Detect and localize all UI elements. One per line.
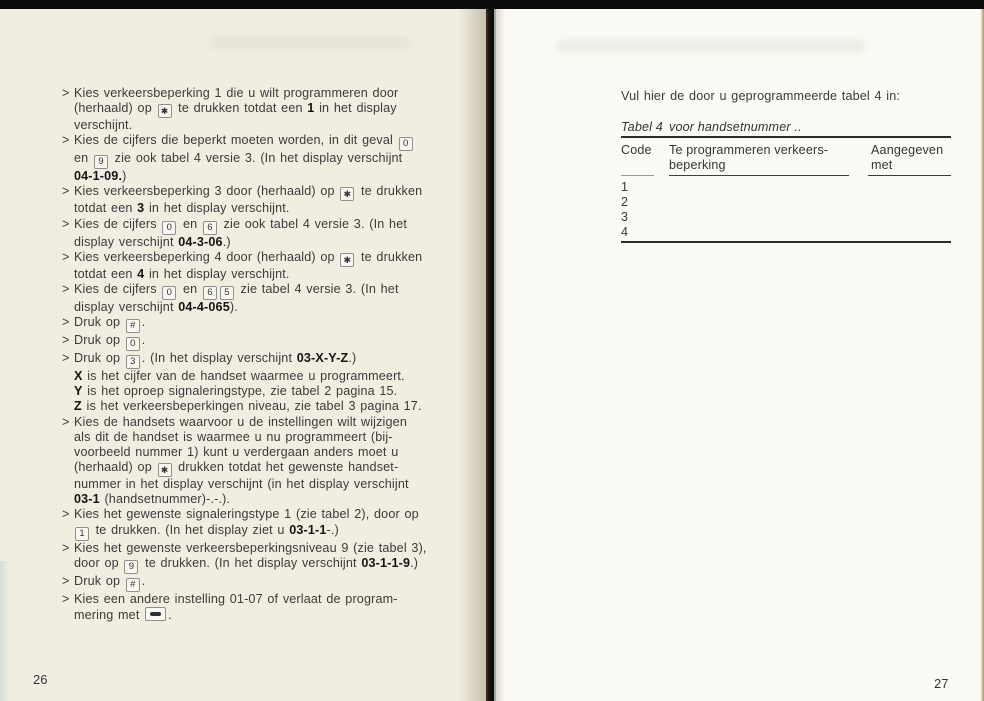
- instruction-line-continued: [62, 118, 427, 133]
- instruction-line: [62, 250, 427, 267]
- text-run: .: [168, 607, 172, 622]
- text-run: verschijnt.: [74, 118, 133, 133]
- page-left: [0, 9, 486, 701]
- bullet-marker: >: [62, 216, 70, 231]
- instruction-line-continued: [62, 399, 427, 414]
- book-gutter: [486, 0, 494, 701]
- text-run: Kies verkeersbeperking 3 door (herhaald) op: [74, 184, 340, 199]
- column-header-program-line1: Te programmeren verkeers-: [669, 143, 829, 157]
- key-star-icon: ✱: [158, 104, 172, 118]
- text-run: Kies het gewenste signaleringstype 1 (zie tabel 2), door op: [74, 507, 419, 522]
- scan-top-edge: [0, 0, 984, 9]
- text-run: display verschijnt: [74, 299, 179, 314]
- text-run: ).: [229, 299, 238, 314]
- bullet-marker: >: [62, 573, 70, 588]
- instruction-line-continued: [62, 169, 427, 184]
- header-underline-program: [669, 175, 849, 176]
- key-digit-3: 3: [126, 355, 140, 369]
- table-bottom-rule: [621, 241, 951, 243]
- column-header-code: Code: [621, 143, 652, 157]
- key-star-icon: ✱: [340, 253, 354, 267]
- table-top-rule: [621, 136, 951, 138]
- instruction-item: [62, 315, 427, 333]
- instruction-line: [62, 315, 427, 333]
- scan-ghosting: [210, 37, 410, 49]
- key-digit-9: 9: [124, 560, 138, 574]
- column-header-indicated-line1: Aangegeven: [871, 143, 944, 157]
- text-run: drukken totdat het gewenste handset-: [173, 460, 399, 475]
- text-run: totdat een: [74, 201, 138, 216]
- instruction-line-continued: [62, 556, 427, 574]
- text-run: Druk op: [74, 315, 125, 330]
- header-underline-code: [621, 175, 654, 176]
- instruction-line-continued: [62, 369, 427, 384]
- bullet-marker: >: [62, 333, 70, 348]
- text-run: Druk op: [74, 573, 125, 588]
- text-run: Kies een andere instelling 01-07 of verlaat de program-: [74, 591, 398, 606]
- text-run: te drukken totdat een: [173, 101, 308, 116]
- key-star-icon: ✱: [158, 463, 172, 477]
- text-run: zie tabel 4 versie 3. (In het: [235, 281, 399, 296]
- bold-display-code: 03-1-1: [289, 522, 327, 537]
- instruction-item: [62, 133, 427, 184]
- key-digit-0: 0: [162, 221, 176, 235]
- bullet-marker: >: [62, 540, 70, 555]
- instruction-line-continued: [62, 151, 427, 169]
- text-run: .): [222, 234, 231, 249]
- bold-display-code: 4: [137, 266, 145, 281]
- text-run: in het display verschijnt.: [144, 266, 290, 281]
- key-hash-icon: #: [126, 319, 140, 333]
- bullet-marker: >: [62, 249, 70, 264]
- instruction-item: [62, 351, 427, 414]
- text-run: en: [178, 281, 202, 296]
- bold-display-code: 03-1-1-9: [361, 555, 411, 570]
- text-run: .: [141, 333, 146, 348]
- key-phone-receiver-icon: [145, 607, 166, 621]
- key-digit-0: 0: [399, 137, 413, 151]
- bullet-marker: >: [62, 133, 70, 148]
- instruction-item: [62, 574, 427, 592]
- bold-display-code: 03-1: [74, 492, 100, 507]
- instruction-line: [62, 184, 427, 201]
- text-run: te drukken. (In het display ziet u: [91, 522, 290, 537]
- instruction-item: [62, 184, 427, 216]
- text-run: in het display verschijnt.: [144, 201, 290, 216]
- text-run: nummer in het display verschijnt (in het display verschijnt: [74, 477, 409, 492]
- bold-display-code: 03-X-Y-Z: [296, 351, 349, 366]
- instruction-line: [62, 217, 427, 235]
- column-header-indicated-line2: met: [871, 158, 893, 172]
- text-run: zie ook tabel 4 versie 3. (In het display verschijnt: [109, 151, 403, 166]
- bold-display-code: 04-3-06: [178, 234, 223, 249]
- bold-display-code: Z: [74, 399, 82, 414]
- table-caption-label: Tabel 4: [621, 120, 663, 134]
- text-run: Kies het gewenste verkeersbeperkingsniveau 9 (zie tabel 3),: [74, 540, 427, 555]
- text-run: totdat een: [74, 266, 138, 281]
- key-digit-9: 9: [94, 155, 108, 169]
- header-underline-indicated: [868, 175, 951, 176]
- key-digit-0: 0: [126, 337, 140, 351]
- instruction-item: [62, 592, 427, 623]
- text-run: zie ook tabel 4 versie 3. (In het: [218, 216, 408, 231]
- instruction-line-continued: [62, 607, 427, 623]
- bold-display-code: X: [74, 369, 83, 384]
- instruction-item: [62, 86, 427, 133]
- instruction-line: [62, 351, 427, 369]
- instruction-line-continued: [62, 523, 427, 541]
- text-run: is het cijfer van de handset waarmee u programmeert.: [82, 369, 405, 384]
- key-star-icon: ✱: [340, 187, 354, 201]
- scan-left-edge-tint: [0, 561, 9, 701]
- text-run: Kies verkeersbeperking 4 door (herhaald) op: [74, 249, 340, 264]
- text-run: . (In het display verschijnt: [141, 351, 297, 366]
- text-run: Kies de handsets waarvoor u de instellingen wilt wijzigen: [74, 414, 407, 429]
- text-run: en: [74, 151, 93, 166]
- table-caption-text: voor handsetnummer ..: [669, 120, 802, 134]
- instruction-line: [62, 507, 427, 522]
- instruction-line: [62, 333, 427, 351]
- table-row-code: 2: [621, 195, 629, 210]
- key-digit-6: 6: [203, 221, 217, 235]
- key-digit-5: 5: [220, 286, 234, 300]
- instruction-item: [62, 217, 427, 250]
- instruction-line-continued: [62, 267, 427, 282]
- instruction-line: [62, 541, 427, 556]
- text-run: mering met: [74, 607, 145, 622]
- text-run: display verschijnt: [74, 234, 179, 249]
- instruction-line: [62, 282, 427, 300]
- text-run: Kies de cijfers: [74, 216, 162, 231]
- table-row-code: 3: [621, 210, 629, 225]
- text-run: (handsetnummer)-.-.).: [99, 492, 231, 507]
- key-digit-0: 0: [162, 286, 176, 300]
- text-run: (herhaald) op: [74, 460, 157, 475]
- page-right: [496, 9, 984, 701]
- page-number-right: 27: [934, 676, 949, 691]
- bold-display-code: 04-4-065: [178, 299, 230, 314]
- scan-right-edge: [980, 9, 984, 701]
- intro-text: Vul hier de door u geprogrammeerde tabel 4 in:: [621, 89, 901, 103]
- instruction-line: [62, 574, 427, 592]
- key-digit-1: 1: [75, 527, 89, 541]
- bullet-marker: >: [62, 507, 70, 522]
- instruction-item: [62, 507, 427, 540]
- text-run: .): [348, 351, 357, 366]
- text-run: .: [141, 315, 146, 330]
- text-run: te drukken: [356, 249, 423, 264]
- bold-display-code: 04-1-09.: [74, 169, 123, 184]
- text-run: voorbeeld nummer 1) kunt u verdergaan anders moet u: [74, 444, 399, 459]
- instruction-line: [62, 133, 427, 151]
- bullet-marker: >: [62, 86, 70, 100]
- text-run: Druk op: [74, 351, 125, 366]
- instruction-item: [62, 333, 427, 351]
- text-run: ): [122, 169, 127, 184]
- instruction-line-continued: [62, 492, 427, 507]
- instruction-line-continued: [62, 445, 427, 460]
- text-run: als dit de handset is waarmee u nu programmeert (bij-: [74, 429, 393, 444]
- text-run: .): [410, 555, 419, 570]
- instruction-line-continued: [62, 235, 427, 250]
- text-run: Kies de cijfers: [74, 281, 162, 296]
- bullet-marker: >: [62, 315, 70, 330]
- instruction-line-continued: [62, 460, 427, 477]
- bold-display-code: 3: [137, 201, 145, 216]
- text-run: (herhaald) op: [74, 101, 157, 116]
- text-run: -.): [326, 522, 339, 537]
- instruction-line-continued: [62, 477, 427, 492]
- instruction-line-continued: [62, 300, 427, 315]
- key-hash-icon: #: [126, 578, 140, 592]
- instruction-line-continued: [62, 201, 427, 216]
- bold-display-code: 1: [307, 101, 315, 116]
- instruction-item: [62, 415, 427, 508]
- text-run: in het display: [314, 101, 397, 116]
- text-run: is het oproep signaleringstype, zie tabel 2 pagina 15.: [82, 384, 398, 399]
- text-run: te drukken. (In het display verschijnt: [140, 555, 362, 570]
- text-run: en: [178, 216, 202, 231]
- instruction-line: [62, 592, 427, 607]
- text-run: .: [141, 573, 146, 588]
- text-run: Druk op: [74, 333, 125, 348]
- instruction-line: [62, 415, 427, 430]
- bullet-marker: >: [62, 351, 70, 366]
- text-run: is het verkeersbeperkingen niveau, zie tabel 3 pagina 17.: [81, 399, 422, 414]
- table-row-code: 4: [621, 225, 629, 240]
- bullet-marker: >: [62, 414, 70, 429]
- text-run: Kies de cijfers die beperkt moeten worden, in dit geval: [74, 133, 398, 148]
- bullet-marker: >: [62, 184, 70, 199]
- receiver-bar-icon: [150, 612, 161, 617]
- instruction-line: [62, 86, 427, 101]
- instruction-line-continued: [62, 384, 427, 399]
- instruction-line-continued: [62, 101, 427, 118]
- bullet-marker: >: [62, 281, 70, 296]
- bullet-marker: >: [62, 591, 70, 606]
- book-gutter-highlight: [494, 0, 496, 701]
- column-header-program-line2: beperking: [669, 158, 726, 172]
- instruction-item: [62, 250, 427, 282]
- key-digit-6: 6: [203, 286, 217, 300]
- instruction-item: [62, 282, 427, 315]
- bold-display-code: Y: [74, 384, 83, 399]
- instruction-item: [62, 541, 427, 574]
- text-run: door op: [74, 555, 124, 570]
- scan-ghosting: [556, 39, 866, 53]
- instruction-line-continued: [62, 430, 427, 445]
- table-rows: [621, 180, 628, 240]
- page-number-left: 26: [33, 672, 48, 687]
- text-run: Kies verkeersbeperking 1 die u wilt programmeren door: [74, 86, 399, 100]
- table-row-code: 1: [621, 180, 629, 194]
- instruction-list: [62, 86, 427, 623]
- text-run: te drukken: [356, 184, 423, 199]
